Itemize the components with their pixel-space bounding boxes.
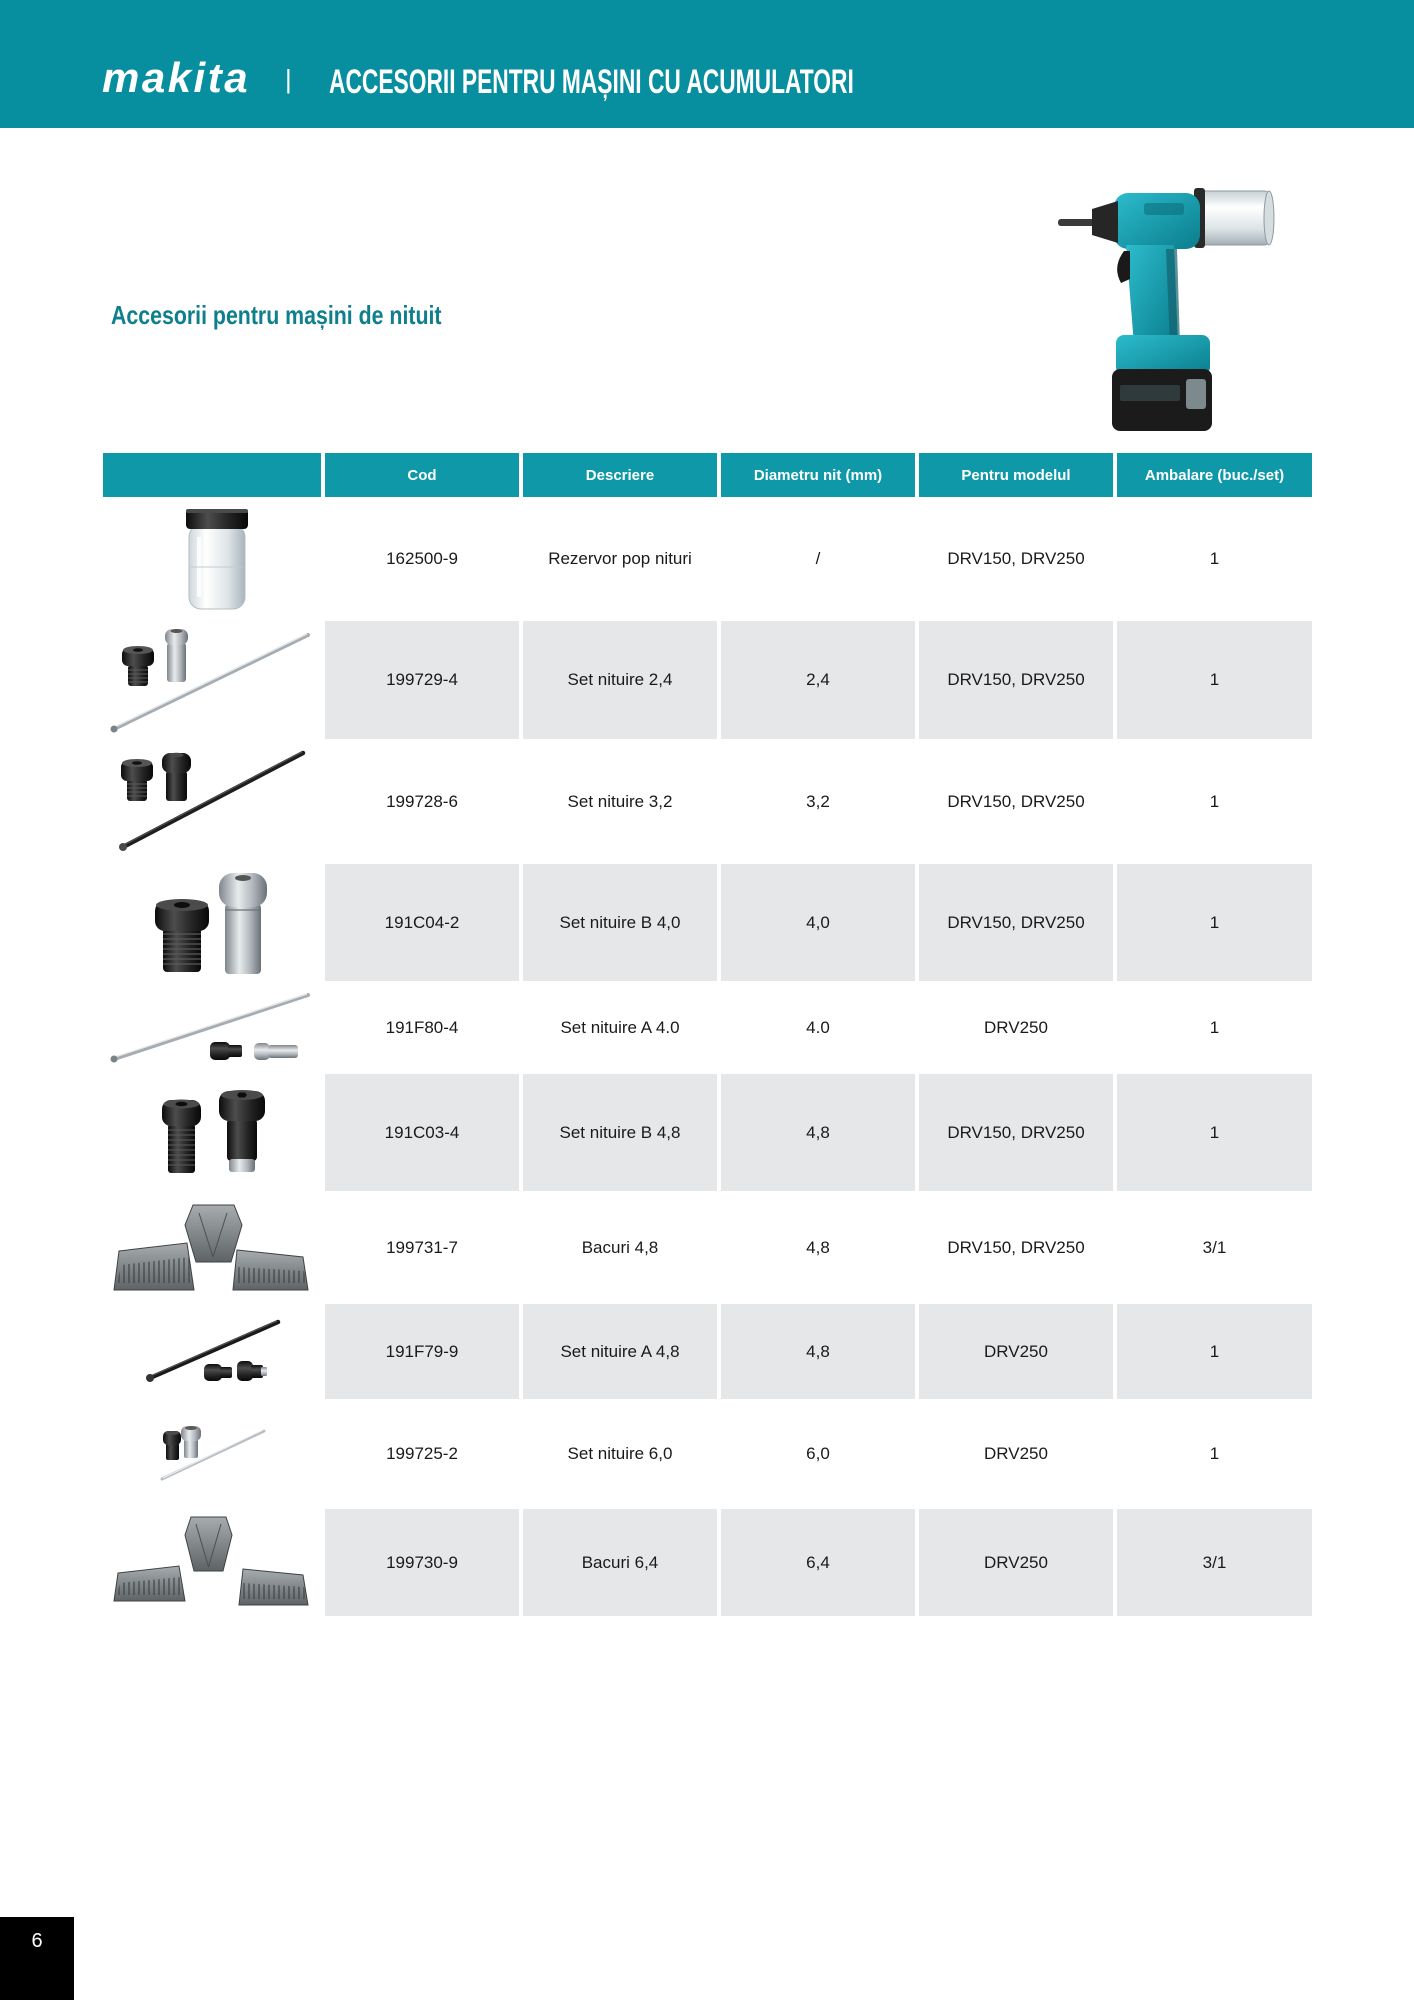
ambalare-cell: 1 (1209, 549, 1220, 568)
ambalare-cell: 1 (1209, 1444, 1220, 1463)
cod-cell: 199730-9 (325, 1509, 519, 1616)
diametru-cell: 6,0 (806, 1444, 830, 1463)
riveting-tool-image (1056, 185, 1276, 435)
table-row (103, 1509, 1312, 1616)
model-cell: DRV150, DRV250 (919, 864, 1113, 981)
model-cell: DRV150, DRV250 (919, 1074, 1113, 1191)
ambalare-cell: 1 (1209, 791, 1220, 811)
ambalare-cell: 3/1 (1117, 1509, 1312, 1616)
product-image-cell (103, 1304, 321, 1399)
header-bar (0, 0, 1414, 128)
rivet-set-b-4-0-image (103, 864, 321, 981)
header-separator: | (285, 64, 292, 94)
diametru-cell: 4,8 (721, 1304, 915, 1399)
product-image-cell (103, 981, 321, 1074)
rivet-set-3-2-image (103, 739, 321, 864)
model-cell: DRV250 (919, 1509, 1113, 1616)
cod-cell: 191F79-9 (325, 1304, 519, 1399)
table-row (103, 1399, 1312, 1509)
table-header-row (103, 453, 1312, 497)
table-row (103, 1304, 1312, 1399)
product-image-cell (103, 739, 321, 864)
diametru-cell: 4,0 (721, 864, 915, 981)
model-cell: DRV250 (919, 1304, 1113, 1399)
ambalare-cell: 3/1 (1202, 1237, 1227, 1257)
diametru-cell: 4.0 (806, 1017, 830, 1037)
table-row (103, 864, 1312, 981)
product-image-cell (103, 621, 321, 739)
ambalare-cell: 1 (1117, 1074, 1312, 1191)
descriere-cell: Set nituire 2,4 (523, 621, 717, 739)
diametru-cell: 4,8 (806, 1237, 830, 1257)
ambalare-cell: 1 (1209, 1017, 1220, 1037)
accessories-table (103, 453, 1312, 1616)
diametru-cell: 6,4 (721, 1509, 915, 1616)
header-diametru: Diametru nit (mm) (721, 453, 915, 497)
page-number: 6 (0, 1917, 74, 2000)
section-title: Accesorii pentru mașini de nituit (111, 300, 442, 330)
header-image-column (103, 453, 321, 497)
model-cell: DRV250 (984, 1444, 1048, 1463)
cod-cell: 191C04-2 (325, 864, 519, 981)
cod-cell: 199728-6 (386, 791, 458, 811)
table-row (103, 497, 1312, 621)
product-image-cell (103, 1074, 321, 1191)
model-cell: DRV150, DRV250 (947, 791, 1085, 811)
model-cell: DRV250 (984, 1017, 1048, 1037)
diametru-cell: / (815, 549, 821, 568)
table-row (103, 739, 1312, 864)
descriere-cell: Bacuri 6,4 (523, 1509, 717, 1616)
page-title: ACCESORII PENTRU MAȘINI CU ACUMULATORI (329, 63, 854, 101)
product-image-cell (103, 1191, 321, 1304)
rivet-set-6-0-image (103, 1399, 321, 1509)
diametru-cell: 4,8 (721, 1074, 915, 1191)
cod-cell: 191F80-4 (385, 1017, 459, 1037)
table-row (103, 1074, 1312, 1191)
descriere-cell: Set nituire A 4,8 (523, 1304, 717, 1399)
cod-cell: 191C03-4 (325, 1074, 519, 1191)
table-row (103, 621, 1312, 739)
makita-logo: makita (102, 54, 251, 101)
header-model: Pentru modelul (919, 453, 1113, 497)
descriere-cell: Set nituire B 4,0 (523, 864, 717, 981)
ambalare-cell: 1 (1117, 1304, 1312, 1399)
cod-cell: 199729-4 (325, 621, 519, 739)
jaws-4-8-image (103, 1191, 321, 1304)
descriere-cell: Set nituire 6,0 (567, 1444, 673, 1463)
rivet-set-a-4-8-image (103, 1304, 321, 1399)
cod-cell: 162500-9 (386, 549, 458, 568)
header-ambalare: Ambalare (buc./set) (1117, 453, 1312, 497)
descriere-cell: Set nituire B 4,8 (523, 1074, 717, 1191)
product-image-cell (103, 1399, 321, 1509)
ambalare-cell: 1 (1117, 621, 1312, 739)
jaws-6-4-image (103, 1509, 321, 1616)
product-image-cell (103, 1509, 321, 1616)
rivet-set-a-4-0-image (103, 981, 321, 1074)
model-cell: DRV150, DRV250 (947, 549, 1085, 568)
table-row (103, 981, 1312, 1074)
rivet-set-2-4-image (103, 621, 321, 739)
diametru-cell: 2,4 (721, 621, 915, 739)
model-cell: DRV150, DRV250 (947, 1237, 1085, 1257)
product-image-cell (103, 497, 321, 621)
rivet-set-b-4-8-image (103, 1074, 321, 1191)
descriere-cell: Rezervor pop nituri (548, 549, 692, 568)
model-cell: DRV150, DRV250 (919, 621, 1113, 739)
diametru-cell: 3,2 (806, 791, 830, 811)
descriere-cell: Set nituire A 4.0 (560, 1017, 680, 1037)
product-image-cell (103, 864, 321, 981)
header-descriere: Descriere (523, 453, 717, 497)
header-cod: Cod (325, 453, 519, 497)
cod-cell: 199731-7 (386, 1237, 458, 1257)
ambalare-cell: 1 (1117, 864, 1312, 981)
descriere-cell: Set nituire 3,2 (567, 791, 673, 811)
cod-cell: 199725-2 (386, 1444, 458, 1463)
rivet-reservoir-jar-image (103, 497, 321, 621)
table-row (103, 1191, 1312, 1304)
descriere-cell: Bacuri 4,8 (581, 1237, 659, 1257)
